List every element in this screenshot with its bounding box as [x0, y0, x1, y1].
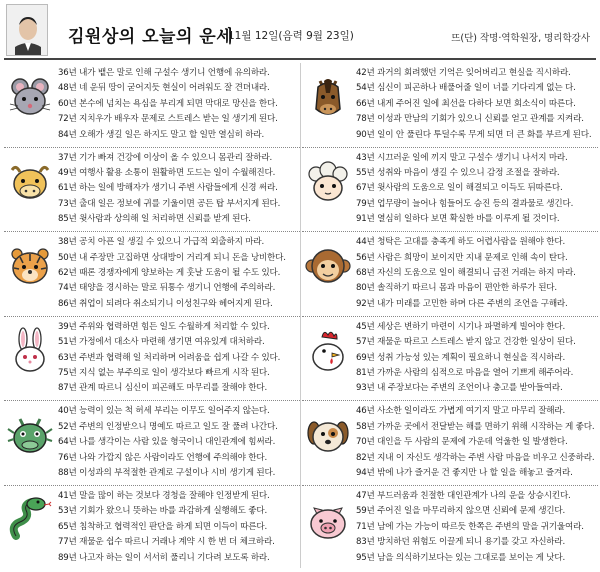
fortune-line: 92년 내가 미래를 고민한 하며 다른 주변의 조언을 구해라.	[356, 298, 568, 309]
horse-icon	[304, 73, 352, 121]
fortune-line: 44년 청탁은 고대를 충족게 하도 어렵사람을 원해야 한다.	[356, 237, 566, 248]
header	[0, 0, 600, 60]
author-byline: 뜨(단) 작명·역학원장, 명리학강사	[451, 33, 590, 44]
zodiac-row	[4, 401, 300, 486]
fortune-line: 48년 네 운뒤 땅이 굳어지듯 현실이 어려워도 잘 견뎌내라.	[58, 83, 270, 94]
zodiac-row	[302, 148, 598, 233]
fortune-line: 63년 주변과 협력해 일 처리하며 어려움을 쉽게 나갈 수 있다.	[58, 352, 281, 363]
fortune-lines	[58, 320, 298, 397]
fortune-line: 79년 업무량이 늘어나 힘들어도 승진 등의 결과물로 생긴다.	[356, 198, 574, 209]
left-column	[4, 63, 300, 571]
fortune-line: 81년 가까운 사람의 심적으로 마음을 열어 기쁘게 해주어라.	[356, 368, 574, 378]
fortune-lines	[356, 151, 596, 228]
zodiac-row	[4, 486, 300, 571]
zodiac-row	[4, 232, 300, 317]
fortune-line: 68년 자신의 도움으로 일이 해결되니 금전 거래는 하지 마라.	[356, 268, 576, 278]
fortune-line: 72년 지치우가 배우자 문제로 스트레스 받는 일 생기게 된다.	[58, 114, 278, 125]
pig-icon	[304, 496, 352, 544]
zodiac-row	[4, 148, 300, 233]
fortune-line: 37년 기가 빠져 건강에 이상이 올 수 있으니 몸관리 잘하라.	[58, 152, 273, 163]
fortune-line: 58년 가까운 곳에서 전달받는 해를 면하기 위해 시작하는 게 좋다.	[356, 421, 595, 432]
fortune-line: 94년 밖에 나가 즐거운 건 좋지만 나 할 일을 해놓고 즐겨라.	[356, 468, 573, 478]
fortune-line: 47년 부드러움과 친절한 대인관계가 나의 운을 상승시킨다.	[356, 490, 571, 501]
header-rule	[4, 58, 596, 60]
sheep-icon	[304, 158, 352, 206]
fortune-lines	[356, 489, 596, 566]
fortune-line: 51년 가정에서 대소사 마련해 생기면 여유있게 대처하라.	[58, 337, 265, 348]
fortune-line: 80년 솔직하기 따르니 몸과 마음이 편안한 하루가 된다.	[356, 283, 557, 294]
fortune-line: 54년 심신이 피곤하나 배풀어줄 일이 너를 기다리게 없는 다.	[356, 83, 576, 94]
column-divider	[300, 63, 301, 568]
fortune-lines	[58, 489, 298, 566]
fortune-line: 39년 주위와 협력하면 힘든 일도 수월하게 처리할 수 있다.	[58, 321, 270, 332]
fortune-line: 49년 여행사 활용 소통이 원활하면 도드는 일이 수월해진다.	[58, 168, 276, 178]
right-column	[302, 63, 598, 571]
zodiac-row	[302, 63, 598, 148]
fortune-line: 65년 침착하고 협력적인 판단을 하게 되면 이득이 따른다.	[58, 521, 268, 532]
fortune-lines	[356, 66, 596, 143]
fortune-line: 57년 재물운 따르고 스트레스 받지 않고 건강한 일상이 된다.	[356, 337, 576, 348]
zodiac-row	[302, 486, 598, 571]
fortune-line: 93년 내 주장보다는 주변의 조언이나 충고를 받아들여라.	[356, 383, 563, 394]
fortune-line: 50년 내 주장만 고집하면 상대방이 거리게 되니 돈을 낭비한다.	[58, 252, 286, 263]
fortune-line: 77년 재물운 쉽수 따르니 거래나 계약 시 한 번 더 체크하라.	[58, 537, 275, 548]
rabbit-icon	[6, 327, 54, 375]
fortune-line: 69년 성취 가능성 있는 계획이 필요하니 현실을 직시하라.	[356, 352, 566, 363]
rat-icon	[6, 73, 54, 121]
fortune-line: 95년 남을 의식하기보다는 있는 그대로를 보이는 게 낫다.	[356, 552, 566, 563]
fortune-line: 52년 주변의 인정받으니 명예도 따르고 일도 잘 풀려 나간다.	[58, 421, 278, 432]
fortune-line: 91년 열심히 일하다 보면 확실한 바를 이루게 될 것이다.	[356, 214, 560, 225]
fortune-line: 45년 세상은 변하기 마련이 시기나 파멸하게 빌어야 한다.	[356, 321, 566, 332]
fortune-line: 85년 윗사람과 상의해 일 처리하면 신뢰를 받게 된다.	[58, 214, 251, 225]
fortune-line: 75년 지식 없는 부주의로 일이 생각보다 빠르게 시작 된다.	[58, 368, 270, 378]
fortune-line: 70년 대인을 두 사람의 문제에 가운데 억울한 일 발생한다.	[356, 437, 568, 448]
zodiac-row	[302, 401, 598, 486]
fortune-line: 61년 하는 일에 방해자가 생기니 주변 사람들에게 신경 써라.	[58, 183, 278, 194]
fortune-line: 76년 나와 가깝지 않은 사람이라도 언행에 주의해야 한다.	[58, 452, 268, 463]
tiger-icon	[6, 242, 54, 290]
fortune-line: 90년 일이 안 풀린다 투덜수록 무게 되면 더 큰 화를 부르게 된다.	[356, 129, 592, 140]
author-photo	[6, 4, 48, 56]
fortune-line: 62년 때론 경쟁자에게 양보하는 게 훗날 도움이 될 수도 있다.	[58, 268, 281, 278]
fortune-lines	[58, 404, 298, 481]
fortune-line: 42년 과거의 회려했던 기억은 잊어버리고 현실을 직시하라.	[356, 68, 571, 78]
fortune-line: 84년 오해가 생길 일은 하지도 말고 할 일만 열심히 하라.	[58, 129, 264, 140]
monkey-icon	[304, 242, 352, 290]
fortune-line: 55년 성취와 마음이 생길 수 있으니 감정 조절을 잘하라.	[356, 168, 560, 178]
fortune-line: 43년 시끄러운 일에 끼지 말고 구설수 생기니 나서지 마라.	[356, 152, 568, 163]
dog-icon	[304, 411, 352, 459]
page-title: 김원상의 오늘의 운세	[68, 27, 234, 47]
fortune-line: 73년 출대 일은 정보에 귀를 기울이면 공든 탑 부서지게 된다.	[58, 198, 281, 209]
snake-icon	[6, 496, 54, 544]
fortune-line: 74년 태양을 경시하는 말로 뒤통수 생기니 언행에 주의하라.	[58, 283, 276, 294]
fortune-line: 88년 이성과의 부적절한 관계로 구설이나 시비 생기게 된다.	[58, 468, 276, 478]
fortune-line: 53년 기회가 왔으니 뜻하는 바를 과감하게 실행해도 좋다.	[58, 506, 268, 517]
fortune-line: 46년 사소한 일이라도 가볍게 여기지 말고 마무리 잘해라.	[356, 406, 566, 417]
fortune-line: 82년 지내 이 자신도 생각하는 주변 사람 마음을 비우고 신중하라.	[356, 452, 595, 463]
rooster-icon	[304, 327, 352, 375]
fortune-line: 40년 능력이 있는 척 허세 부리는 이무도 일어주지 않는다.	[58, 406, 270, 417]
fortune-line: 64년 나를 생각이는 사람 있을 형국이니 대인관계에 힘써라.	[58, 437, 276, 448]
fortune-line: 86년 취업이 되려다 취소되기니 이성친구와 헤어지게 된다.	[58, 298, 273, 309]
fortune-line: 71년 남에 가는 가능이 따르듯 한쪽은 주변의 말을 귀기울여라.	[356, 521, 584, 532]
fortune-line: 66년 내게 주어진 일에 최선을 다하다 보면 회소식이 따른다.	[356, 98, 576, 109]
zodiac-row	[4, 317, 300, 402]
fortune-line: 36년 내가 뱉은 말로 인해 구설수 생기니 언행에 유의하라.	[58, 68, 270, 78]
fortune-line: 59년 주어진 일을 마무리하지 않으면 신뢰에 문제 생긴다.	[356, 506, 566, 517]
fortune-lines	[58, 66, 298, 143]
dragon-icon	[6, 411, 54, 459]
zodiac-row	[302, 317, 598, 402]
fortune-lines	[356, 320, 596, 397]
ox-icon	[6, 158, 54, 206]
zodiac-row	[302, 232, 598, 317]
fortune-lines	[356, 235, 596, 312]
fortune-line: 41년 말을 많이 하는 것보다 경청을 잘해야 인정받게 된다.	[58, 490, 270, 501]
fortune-line: 38년 공치 아픈 일 생길 수 있으니 가급적 외출하지 마라.	[58, 237, 264, 248]
fortune-line: 89년 나고자 하는 일이 서서히 풀리니 기다려 보도록 하라.	[58, 552, 270, 563]
fortune-lines	[58, 235, 298, 312]
fortune-line: 60년 본수에 넘치는 욕심을 부리게 되면 막대로 망신을 한다.	[58, 98, 278, 109]
fortune-lines	[356, 404, 596, 481]
fortune-lines	[58, 151, 298, 228]
fortune-line: 78년 이성과 만남의 기회가 있으니 신뢰를 얻고 관계를 지켜라.	[356, 114, 584, 125]
fortune-line: 56년 사람은 희망이 보이지만 지내 문제로 인해 속이 탄다.	[356, 252, 568, 263]
fortune-line: 67년 윗사람의 도움으로 일이 해결되고 이득도 뒤따른다.	[356, 183, 563, 194]
date-label: 11월 12일(음력 9월 23일)	[228, 30, 354, 42]
zodiac-row	[4, 63, 300, 148]
fortune-line: 87년 관계 따르니 심신이 피곤해도 마무리를 잘해야 한다.	[58, 383, 268, 394]
fortune-line: 83년 방치하던 위험도 이끌게 되니 용기를 갖고 자신하라.	[356, 537, 566, 548]
